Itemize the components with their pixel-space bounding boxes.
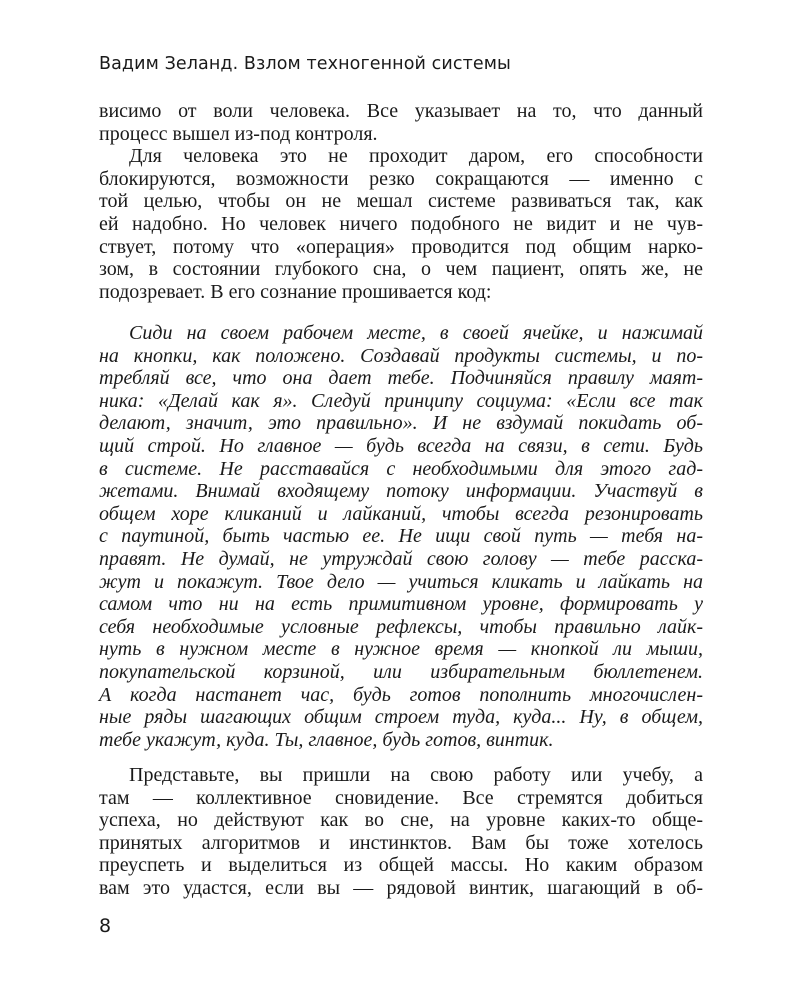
text-line: там — коллективное сновидение. Все стремятся добиться — [99, 786, 703, 809]
quote-line: жут и покажут. Твое дело — учиться кликать и лайкать на — [99, 570, 703, 593]
quote-line: с паутиной, быть частью ее. Не ищи свой путь — тебя на- — [99, 525, 703, 548]
quote-line: требляй все, что она дает тебе. Подчиняйся правилу маят- — [99, 367, 703, 390]
running-title: Вадим Зеланд. Взлом техногенной системы — [99, 54, 511, 74]
text-line: успеха, но действуют как во сне, на уровне каких-то обще- — [99, 809, 703, 832]
text-line: той целью, чтобы он не мешал системе развиваться так, как — [99, 190, 703, 213]
text-line: блокируются, возможности резко сокращаются — именно с — [99, 167, 703, 190]
text-line: процесс вышел из-под контроля. — [99, 122, 378, 145]
quote-line: на кнопки, как положено. Создавай продукты системы, и по- — [99, 344, 703, 367]
quote-line: общем хоре кликаний и лайканий, чтобы всегда резонировать — [99, 502, 703, 525]
text-line: ей надобно. Но человек ничего подобного не видит и не чув- — [99, 212, 703, 235]
text-line: подозревает. В его сознание прошивается код: — [99, 280, 492, 303]
text-line: преуспеть и выделиться из общей массы. Но каким образом — [99, 854, 703, 877]
text-line: принятых алгоритмов и инстинктов. Вам бы тоже хотелось — [99, 831, 703, 854]
quote-line: покупательской корзиной, или избирательным бюллетенем. — [99, 660, 703, 683]
text-line: ствует, потому что «операция» проводится под общим нарко- — [99, 235, 703, 258]
quote-line: себя необходимые условные рефлексы, чтобы правильно лайк- — [99, 615, 703, 638]
quote-line: ника: «Делай как я». Следуй принципу социума: «Если все так — [99, 389, 703, 412]
quote-line: нуть в нужном месте в нужное время — кнопкой ли мыши, — [99, 638, 703, 661]
quote-line: в системе. Не расставайся с необходимыми для этого гад- — [99, 457, 703, 480]
text-line: Для человека это не проходит даром, его способности — [129, 145, 703, 168]
page-number: 8 — [99, 915, 112, 937]
quote-line: А когда настанет час, будь готов пополнить многочислен- — [99, 683, 703, 706]
quote-line: щий строй. Но главное — будь всегда на связи, в сети. Будь — [99, 434, 703, 457]
text-line: зом, в состоянии глубокого сна, о чем пациент, опять же, не — [99, 258, 703, 281]
quote-line: тебе укажут, куда. Ты, главное, будь готов, винтик. — [99, 728, 554, 751]
text-line: Представьте, вы пришли на свою работу или учебу, а — [129, 764, 703, 786]
quote-line: самом что ни на есть примитивном уровне, формировать у — [99, 593, 703, 616]
quote-line: жетами. Внимай входящему потоку информации. Участвуй в — [99, 480, 703, 503]
text-line: висимо от воли человека. Все указывает на то, что данный — [99, 100, 703, 122]
quote-line: Сиди на своем рабочем месте, в своей ячейке, и нажимай — [129, 322, 703, 344]
paragraph-block-1 — [99, 100, 703, 303]
quote-line: правят. Не думай, не утруждай свою голову — тебе расска- — [99, 547, 703, 570]
italic-quote-block — [99, 322, 703, 751]
text-line: вам это удастся, если вы — рядовой винтик, шагающий в об- — [99, 876, 703, 899]
quote-line: ные ряды шагающих общим строем туда, куда... Ну, в общем, — [99, 706, 703, 729]
paragraph-block-2 — [99, 764, 703, 900]
quote-line: делают, значит, это правильно». И не вздумай покидать об- — [99, 412, 703, 435]
